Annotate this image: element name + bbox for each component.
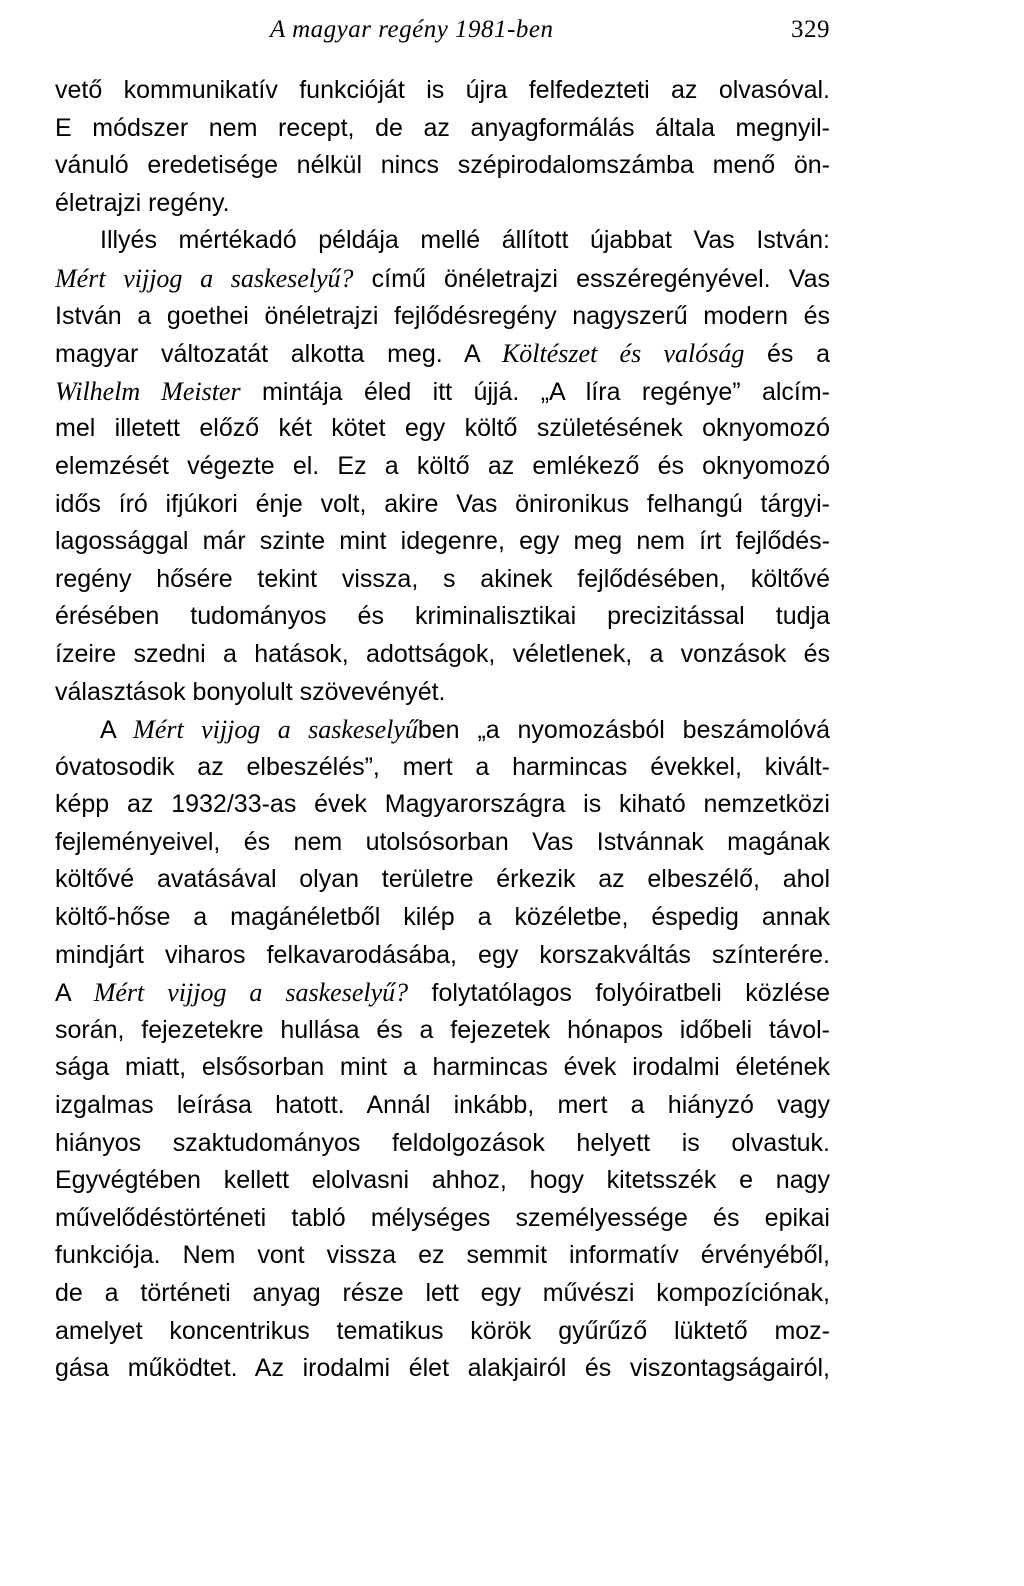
text-line [55,448,830,486]
text-span: választások bonyolult szövevényét. [55,677,446,706]
text-line [55,1350,830,1388]
text-line [55,1200,830,1238]
text-span: fejleményeivel, és nem utolsósorban Vas Istvánnak magának [55,827,830,856]
text-span: Egyvégtében kellett elolvasni ahhoz, hogy kitetsszék e nagy [55,1166,830,1195]
running-header [55,12,830,48]
text-span: E módszer nem recept, de az anyagformálás általa megnyil- [55,113,830,142]
italic-title-span: Költészet és valóság [501,339,745,369]
text-span: érésében tudományos és kriminalisztikai precizitással tudja [55,602,830,631]
text-line [55,1125,830,1163]
text-span: során, fejezetekre hullása és a fejezetek hónapos időbeli távol- [55,1015,830,1044]
text-span: A [100,716,134,745]
text-span: művelődéstörténeti tabló mélységes személyessége és epikai [55,1203,830,1232]
text-line [55,749,830,787]
text-span: A [55,979,94,1008]
text-line [55,298,830,336]
text-span: vánuló eredetisége nélkül nincs szépirodalomszámba menő ön- [55,151,830,180]
text-span: hiányos szaktudományos feldolgozások helyett is olvastuk. [55,1128,830,1157]
text-span: funkciója. Nem vont vissza ez semmit informatív érvényéből, [55,1241,830,1270]
text-line [55,824,830,862]
text-line [55,1012,830,1050]
italic-title-span: Mért vijjog a saskeselyű? [55,263,354,293]
text-span: vető kommunikatív funkcióját is újra felfedezteti az olvasóval. [55,76,830,104]
text-span: óvatosodik az elbeszélés”, mert a harmincas évekkel, kivált- [55,752,830,781]
text-span: mindjárt viharos felkavarodásába, egy korszakváltás színterére. [55,940,830,969]
text-span: idős író ifjúkori énje volt, akire Vas önironikus felhangú tárgyi- [55,489,830,518]
text-line [55,786,830,824]
text-line [55,486,830,524]
text-line [55,147,830,185]
text-span: István a goethei önéletrajzi fejlődésregény nagyszerű modern és [55,301,830,330]
text-line [55,711,830,749]
text-span: de a történeti anyag része lett egy művészi kompozíciónak, [55,1279,830,1307]
text-span: elemzését végezte el. Ez a költő az emlékező és oknyomozó [55,451,830,480]
text-line [55,110,830,148]
italic-title-span: Wilhelm Meister [55,376,241,406]
text-line [55,1237,830,1275]
text-span: és a [744,340,830,369]
running-title: A magyar regény 1981-ben [270,16,554,43]
body-text [55,72,830,1388]
text-span: izgalmas leírása hatott. Annál inkább, mert a hiányzó vagy [55,1091,830,1120]
text-line [55,937,830,975]
text-line [55,674,830,712]
text-line [55,185,830,223]
text-span: képp az 1932/33-as évek Magyarországra is kiható nemzetközi [55,790,830,819]
text-span: amelyet koncentrikus tematikus körök gyűrűző lüktető moz- [55,1316,830,1345]
text-line [55,1162,830,1200]
text-line [55,1313,830,1351]
italic-title-span: Mért vijjog a saskeselyű? [93,978,409,1008]
text-span: Illyés mértékadó példája mellé állított újabbat Vas István: [100,226,830,255]
text-line [55,523,830,561]
text-line [55,335,830,373]
text-span: költővé avatásával olyan területre érkezik az elbeszélő, ahol [55,865,830,894]
text-span: sága miatt, elsősorban mint a harmincas évek irodalmi életének [55,1053,830,1082]
text-span: mel illetett előző két kötet egy költő születésének oknyomozó [55,414,830,443]
text-line [55,72,830,110]
text-line [55,1275,830,1313]
text-line [55,598,830,636]
text-line [55,861,830,899]
text-line [55,561,830,599]
text-span: ben „a nyomozásból beszámolóvá [417,716,830,745]
text-span: regény hősére tekint vissza, s akinek fejlődésében, költővé [55,564,830,593]
text-line [55,636,830,674]
text-line [55,974,830,1012]
text-span: lagossággal már szinte mint idegenre, egy meg nem írt fejlődés- [55,527,830,556]
text-line [55,1087,830,1125]
italic-title-span: Mért vijjog a saskeselyű [133,715,418,745]
text-line [55,899,830,937]
text-span: magyar változatát alkotta meg. A [55,340,502,369]
text-span: költő-hőse a magánéletből kilép a közéletbe, éspedig annak [55,903,830,932]
text-span: ízeire szedni a hatások, adottságok, véletlenek, a vonzások és [55,639,830,668]
text-span: című önéletrajzi esszéregényével. Vas [353,264,830,293]
text-span: folytatólagos folyóiratbeli közlése [408,979,830,1008]
page-number: 329 [791,16,830,43]
text-span: mintája éled itt újjá. „A líra regénye” alcím- [240,377,830,406]
text-line [55,222,830,260]
text-line [55,373,830,411]
text-line [55,260,830,298]
text-line [55,1049,830,1087]
text-line [55,410,830,448]
text-span: gása működtet. Az irodalmi élet alakjairól és viszontagságairól, [55,1354,830,1383]
text-span: életrajzi regény. [55,188,230,217]
